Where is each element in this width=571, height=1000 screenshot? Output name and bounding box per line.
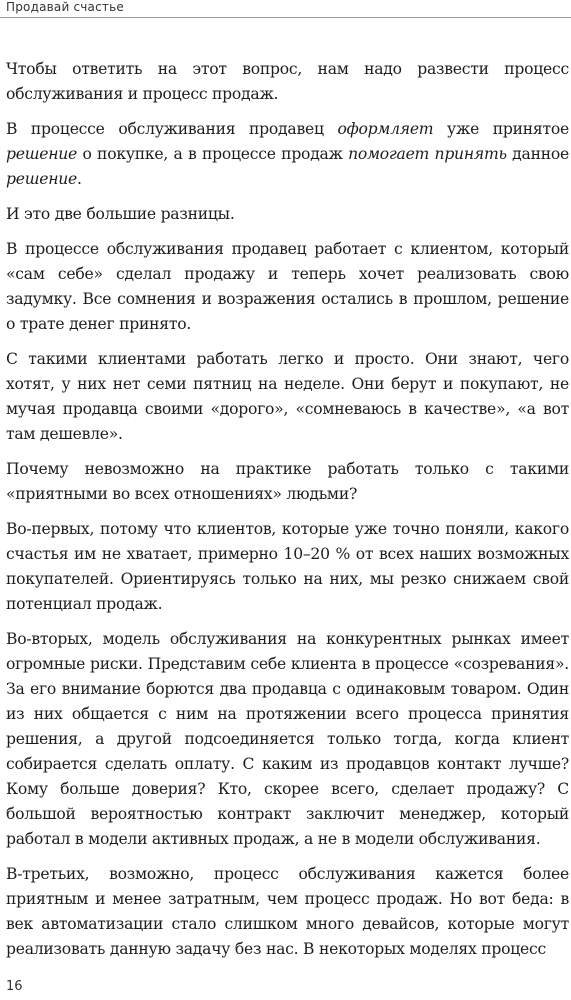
italic-text: оформляет [337, 120, 434, 138]
text-run: В процессе обслуживания продавец работает с клиентом, который «сам себе» сделал продажу и теперь хочет реализовать свою задумку. Все сомнения и возражения остались в прошлом, решение о трате денег принято. [6, 240, 569, 333]
text-run: В-третьих, возможно, процесс обслуживания кажется более приятным и менее затратным, чем процесс продаж. Но вот беда: в век автоматизации стало слишком много девайсов, которые могут реализовать данную задачу без нас. В некоторых моделях процесс [6, 865, 569, 958]
paragraph [6, 57, 569, 107]
text-run: Во-вторых, модель обслуживания на конкурентных рынках имеет огромные риски. Представим себе клиента в процессе «созревания». За его внимание борются два продавца с одинаковым товаром. Один из них общается с ним на протяжении всего процесса принятия решения, а другой подсоединяется только тогда, когда клиент собирается сделать оплату. С каким из продавцов контакт лучше? Кому больше доверия? Кто, скорее всего, сделает продажу? С большой вероятностью контракт заключит менеджер, который работал в модели активных продаж, а не в модели обслуживания. [6, 630, 569, 848]
body-text [6, 57, 569, 972]
text-run: данное [506, 145, 569, 163]
text-run: В процессе обслуживания продавец [6, 120, 338, 138]
paragraph [6, 347, 569, 447]
paragraph [6, 202, 569, 227]
text-run: Во-первых, потому что клиентов, которые уже точно поняли, какого счастья им не хватает, примерно 10–20 % от всех наших возможных покупателей. Ориентируясь только на них, мы резко снижаем свой потенциал продаж. [6, 520, 569, 613]
running-head: Продавай счастье [6, 0, 124, 14]
text-run: о покупке, а в процессе продаж [77, 145, 349, 163]
italic-text: решение [6, 145, 78, 163]
text-run: Чтобы ответить на этот вопрос, нам надо развести процесс обслуживания и процесс продаж. [6, 60, 569, 103]
paragraph [6, 627, 569, 852]
running-head-rule [0, 17, 571, 18]
paragraph [6, 517, 569, 617]
text-run: Почему невозможно на практике работать только с такими «приятными во всех отношениях» людьми? [6, 460, 569, 503]
text-run: С такими клиентами работать легко и просто. Они знают, чего хотят, у них нет семи пятниц на неделе. Они берут и покупают, не мучая продавца своими «дорого», «сомневаюсь в качестве», «а вот там дешевле». [6, 350, 569, 443]
paragraph [6, 457, 569, 507]
paragraph [6, 862, 569, 962]
italic-text: решение [6, 170, 78, 188]
text-run: уже принятое [433, 120, 569, 138]
text-run: И это две большие разницы. [6, 205, 235, 223]
paragraph [6, 237, 569, 337]
italic-text: помогает принять [348, 145, 507, 163]
paragraph [6, 117, 569, 192]
page-number: 16 [6, 979, 23, 994]
text-run: . [77, 170, 82, 188]
